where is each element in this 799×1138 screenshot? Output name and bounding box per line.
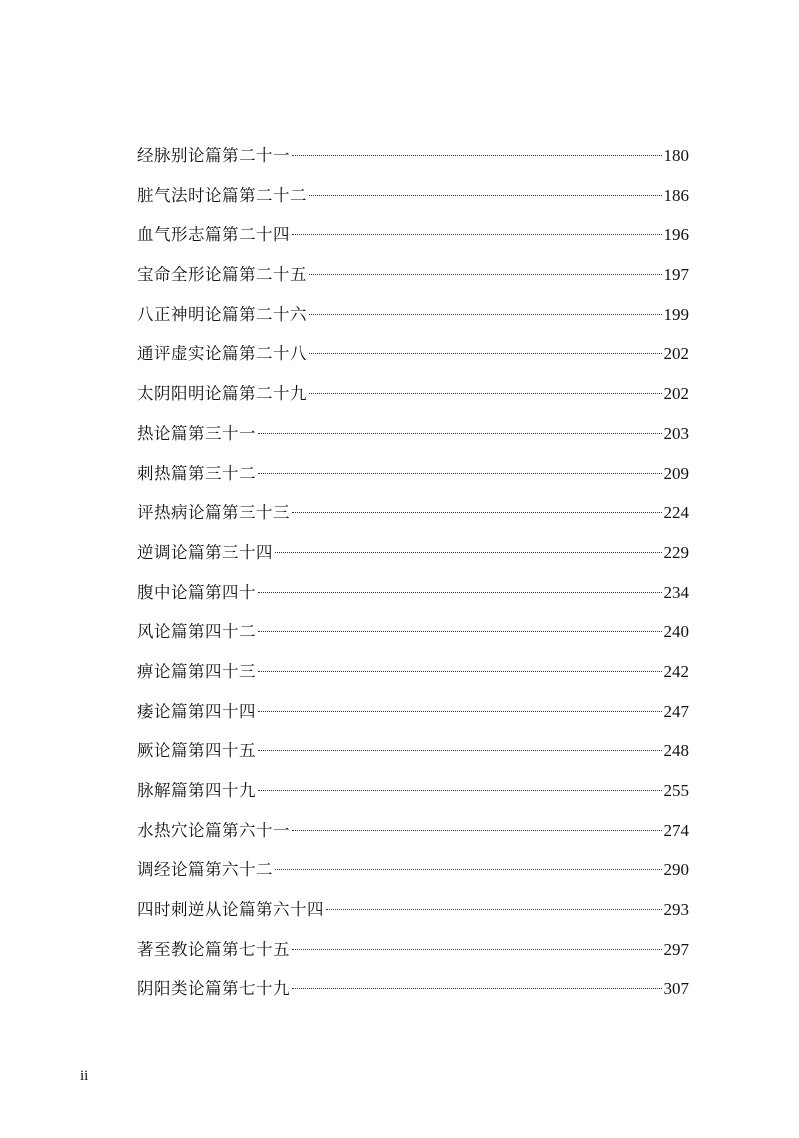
toc-dot-leader	[292, 949, 662, 950]
toc-entry-page-number: 240	[663, 622, 689, 642]
toc-dot-leader	[309, 274, 662, 275]
toc-entry-title: 评热病论篇第三十三	[137, 503, 290, 523]
toc-entry[interactable]	[137, 342, 689, 382]
toc-entry[interactable]	[137, 779, 689, 819]
toc-entry-page-number: 234	[663, 582, 689, 602]
toc-entry-title: 通评虚实论篇第二十八	[137, 344, 307, 364]
toc-entry-page-number: 248	[663, 741, 689, 761]
toc-dot-leader	[258, 473, 662, 474]
toc-entry-page-number: 307	[663, 979, 689, 999]
toc-dot-leader	[258, 592, 662, 593]
toc-entry[interactable]	[137, 263, 689, 303]
toc-dot-leader	[309, 353, 662, 354]
toc-entry-title: 刺热篇第三十二	[137, 463, 256, 483]
toc-dot-leader	[292, 155, 662, 156]
toc-entry-title: 热论篇第三十一	[137, 423, 256, 443]
toc-entry[interactable]	[137, 819, 689, 859]
toc-entry-title: 脏气法时论篇第二十二	[137, 185, 307, 205]
toc-entry-title: 调经论篇第六十二	[137, 860, 273, 880]
toc-entry-page-number: 203	[663, 423, 689, 443]
toc-entry-title: 脉解篇第四十九	[137, 781, 256, 800]
toc-entry-page-number: 297	[663, 939, 689, 959]
toc-entry[interactable]	[137, 898, 689, 938]
toc-entry[interactable]	[137, 422, 689, 462]
toc-dot-leader	[258, 631, 662, 632]
toc-entry[interactable]	[137, 501, 689, 541]
toc-entry-page-number: 293	[663, 900, 689, 920]
toc-entry[interactable]	[137, 184, 689, 224]
toc-entry-page-number: 229	[663, 542, 689, 562]
toc-entry-title: 四时刺逆从论篇第六十四	[137, 900, 324, 920]
toc-entry-title: 厥论篇第四十五	[137, 741, 256, 761]
toc-dot-leader	[292, 830, 662, 831]
toc-entry[interactable]	[137, 620, 689, 660]
toc-entry[interactable]	[137, 581, 689, 621]
toc-dot-leader	[258, 433, 662, 434]
toc-entry[interactable]	[137, 739, 689, 779]
toc-dot-leader	[258, 790, 662, 791]
toc-entry[interactable]	[137, 541, 689, 581]
toc-dot-leader	[309, 195, 662, 196]
toc-dot-leader	[326, 909, 662, 910]
toc-entry[interactable]	[137, 660, 689, 700]
toc-entry-title: 逆调论篇第三十四	[137, 542, 273, 562]
toc-dot-leader	[258, 671, 662, 672]
toc-entry-title: 水热穴论篇第六十一	[137, 820, 290, 840]
toc-entry-page-number: 290	[663, 860, 689, 880]
toc-dot-leader	[309, 393, 662, 394]
toc-entry-page-number: 224	[663, 503, 689, 523]
toc-entry-title: 太阴阳明论篇第二十九	[137, 384, 307, 404]
toc-entry[interactable]	[137, 382, 689, 422]
toc-entry[interactable]	[137, 858, 689, 898]
toc-entry-page-number: 274	[663, 820, 689, 840]
toc-dot-leader	[275, 869, 662, 870]
toc-entry-title: 著至教论篇第七十五	[137, 939, 290, 959]
toc-dot-leader	[292, 234, 662, 235]
toc-entry[interactable]	[137, 462, 689, 502]
toc-entry-page-number: 199	[663, 304, 689, 324]
toc-entry-title: 腹中论篇第四十	[137, 582, 256, 602]
toc-entry-page-number: 202	[663, 384, 689, 404]
toc-entry-page-number: 242	[663, 661, 689, 681]
toc-entry-title: 八正神明论篇第二十六	[137, 304, 307, 324]
toc-entry-page-number: 180	[663, 146, 689, 165]
toc-entry-title: 痿论篇第四十四	[137, 701, 256, 721]
toc-entry-title: 血气形志篇第二十四	[137, 225, 290, 245]
toc-dot-leader	[258, 711, 662, 712]
toc-entry-page-number: 247	[663, 701, 689, 721]
toc-entry-page-number: 196	[663, 225, 689, 245]
toc-entry[interactable]	[137, 223, 689, 263]
toc-entry-title: 阴阳类论篇第七十九	[137, 979, 290, 999]
toc-dot-leader	[258, 750, 662, 751]
toc-entry-page-number: 202	[663, 344, 689, 364]
toc-entry[interactable]	[137, 977, 689, 1017]
toc-entry[interactable]	[137, 303, 689, 343]
toc-entry[interactable]	[137, 700, 689, 740]
toc-dot-leader	[275, 552, 662, 553]
toc-entry-page-number: 186	[663, 185, 689, 205]
toc-entry-page-number: 209	[663, 463, 689, 483]
toc-entry[interactable]	[137, 938, 689, 978]
toc-dot-leader	[309, 314, 662, 315]
page-number: ii	[80, 1068, 89, 1084]
toc-entry[interactable]	[137, 144, 689, 184]
toc-dot-leader	[292, 988, 662, 989]
toc-entry-title: 宝命全形论篇第二十五	[137, 265, 307, 285]
toc-entry-page-number: 197	[663, 265, 689, 285]
toc-entry-page-number: 255	[663, 781, 689, 800]
toc-entry-title: 经脉别论篇第二十一	[137, 146, 290, 165]
toc-dot-leader	[292, 512, 662, 513]
toc-entry-title: 风论篇第四十二	[137, 622, 256, 642]
table-of-contents	[137, 144, 689, 1017]
toc-entry-title: 痹论篇第四十三	[137, 661, 256, 681]
